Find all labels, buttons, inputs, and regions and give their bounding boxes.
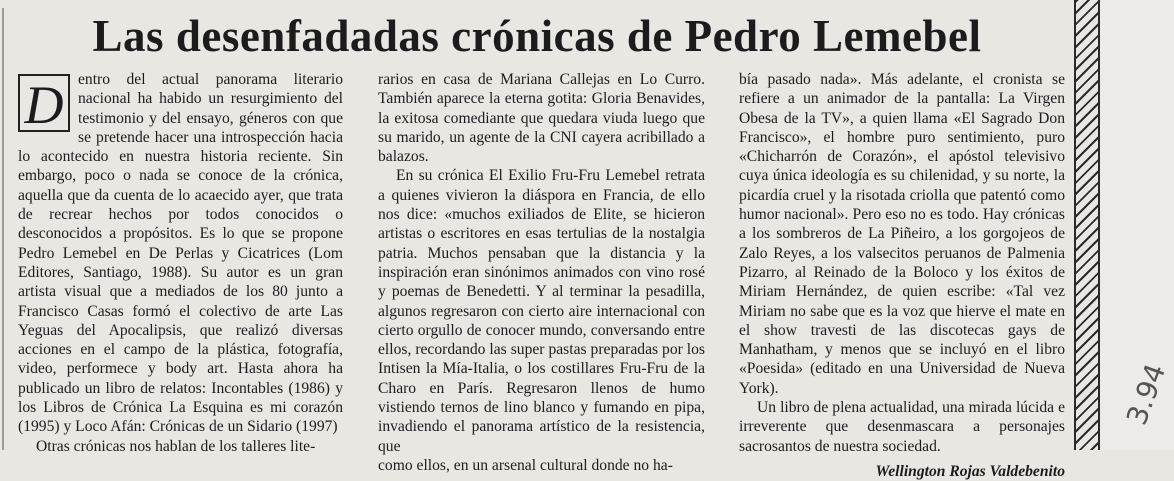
paragraph: Un libro de plena actualidad, una mirada lúcida e irreverente que desenmascara a personajes sacrosantos de nuestra sociedad. bbox=[739, 399, 1065, 455]
paragraph: rarios en casa de Mariana Callejas en Lo Curro. También aparece la eterna gotita: Gloria Benavides, la exitosa comediante que quedara viuda luego que su marido, un agente de la CNI cayera acribillado a balazos. bbox=[378, 71, 705, 166]
column-rule bbox=[2, 8, 4, 450]
article-headline: Las desenfadadas crónicas de Pedro Lemebel bbox=[92, 11, 982, 61]
drop-cap: D bbox=[18, 74, 70, 132]
paragraph: bía pasado nada». Más adelante, el cronista se refiere a un animador de la pantalla: La Virgen Obesa de la TV», a quien llama «El Sagrado Don Francisco», el hombre puro sentimiento, puro «Chicharrón de Corazón», el apóstol televisivo cuya única ideología es su chilenidad, y su norte, la picardía cruel y la risotada criolla que patentó como humor nacional». Pero eso no es todo. Hay crónicas a los sombreros de La Piñeiro, a los gorgojeos de Zalo Reyes, a los valsecitos peruanos de Palmenia Pizarro, al Reinado de la Boloco y los éxitos de Miriam Hernández, de quien escribe: «Tal vez Miriam no sabe que es la voz que hierve el mate en el show travesti de las discotecas gays de Manhatham, y menos que se incluyó en el libro «Poesida» (editado en una Universidad de Nueva York). bbox=[739, 71, 1065, 397]
paragraph: como ellos, en un arsenal cultural donde no ha- bbox=[378, 456, 673, 474]
paragraph: En su crónica El Exilio Fru-Fru Lemebel retrata a quienes vivieron la diáspora en Francia, de ello nos dice: «muchos exiliados de Elite, se hicieron artistas o escritores en esas tertulias de la nostalgia patria. Muchos pensaban que la distancia y la inspiración eran sinónimos animados con vino rosé y poemas de Benedetti. Y al terminar la pesadilla, algunos regresaron con cierto aire internacional con cierto orgullo de conocer mundo, conversando entre ellos, recordando las super pastas preparadas por los Intisen la Mía-Italia, o los costillares Fru-Fru de la Charo en París. Regresaron llenos de humo vistiendo ternos de lino blanco y fumando en pipa, invadiendo el panorama artístico de la resistencia, que bbox=[378, 167, 705, 455]
article-column-2 bbox=[378, 70, 705, 475]
hatched-border bbox=[1074, 0, 1100, 450]
author-signature: Wellington Rojas Valdebenito bbox=[875, 462, 1065, 480]
paragraph: Otras crónicas nos hablan de los talleres lite- bbox=[36, 437, 316, 455]
article-column-3 bbox=[739, 70, 1065, 481]
paragraph: entro del actual panorama literario nacional ha habido un resurgimiento del testimonio y del ensayo, géneros con que se pretende hacer una introspección hacia lo acontecido en nuestra historia reciente. Sin embargo, poco o nada se conoce de la crónica, aquella que da cuenta de lo acaecido ayer, que trata de recrear hechos por todos conocidos o desconocidos a propósitos. Es lo que se propone Pedro Lemebel en De Perlas y Cicatrices (Lom Editores, Santiago, 1988). Su autor es un gran artista visual que a mediados de los 80 junto a Francisco Casas formó el colectivo de arte Las Yeguas del Apocalipsis, que realizó diversas acciones en el campo de la plástica, fotografía, video, performece y body art. Hasta ahora ha publicado un libro de relatos: Incontables (1986) y los Libros de Crónica La Esquina es mi corazón (1995) y Loco Afán: Crónicas de un Sidario (1997) bbox=[18, 71, 343, 436]
handwritten-note: 3.94 bbox=[1120, 359, 1173, 430]
article-column-1 bbox=[18, 70, 343, 456]
